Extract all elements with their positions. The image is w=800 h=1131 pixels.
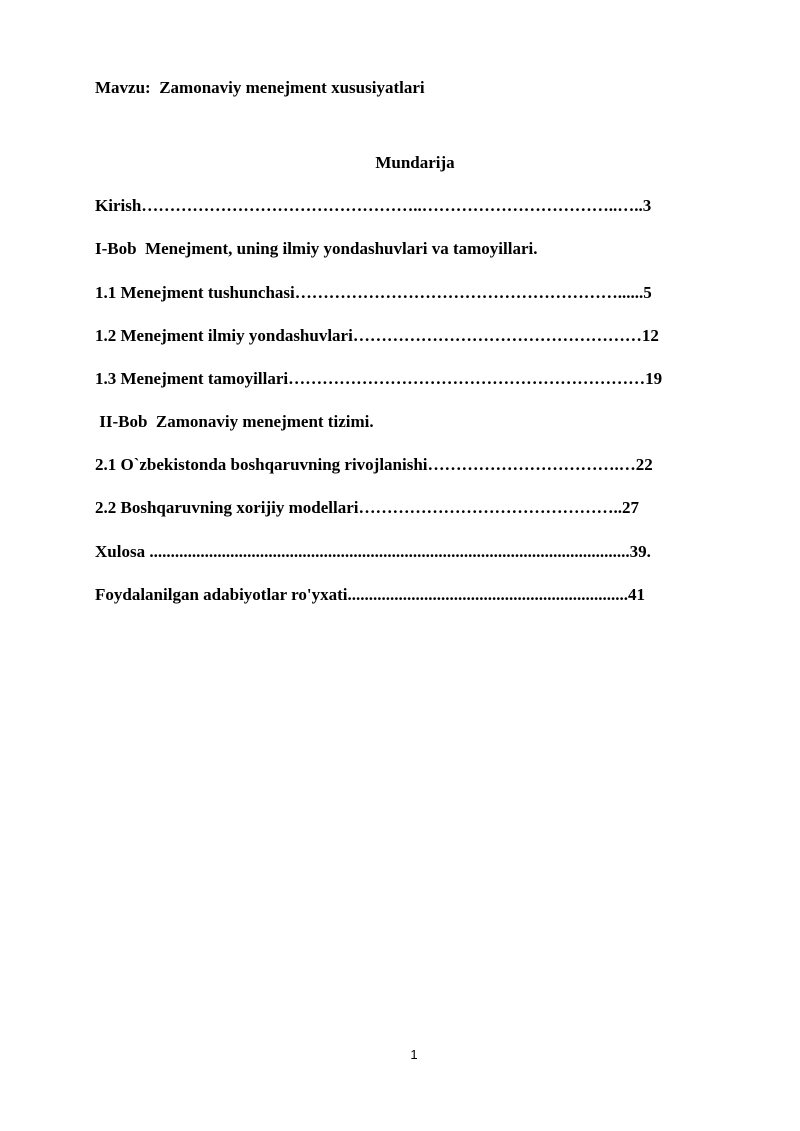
- toc-entry-xulosa: Xulosa .................................................................................................................39.: [95, 542, 651, 561]
- toc-chapter-1: I-Bob Menejment, uning ilmiy yondashuvlari va tamoyillari.: [95, 239, 538, 258]
- document-topic: Mavzu: Zamonaviy menejment xususiyatlari: [95, 78, 425, 97]
- toc-entry-1-2: 1.2 Menejment ilmiy yondashuvlari……………………………………………12: [95, 326, 659, 345]
- page-number: 1: [410, 1047, 418, 1062]
- toc-entry-1-1: 1.1 Menejment tushunchasi…………………………………………………......5: [95, 283, 652, 302]
- toc-entry-2-2: 2.2 Boshqaruvning xorijiy modellari………………………………………..27: [95, 498, 640, 517]
- toc-title: Mundarija: [375, 153, 455, 172]
- toc-entry-adabiyotlar: Foydalanilgan adabiyotlar ro'yxati..................................................................41: [95, 585, 646, 604]
- toc-entry-2-1: 2.1 O`zbekistonda boshqaruvning rivojlanishi…………………………….…22: [95, 455, 653, 474]
- toc-chapter-2: II-Bob Zamonaviy menejment tizimi.: [95, 412, 374, 431]
- toc-entry-1-3: 1.3 Menejment tamoyillari………………………………………………………19: [95, 369, 663, 388]
- toc-entry-kirish: Kirish…………………………………………..……………………………..…..3: [95, 196, 652, 215]
